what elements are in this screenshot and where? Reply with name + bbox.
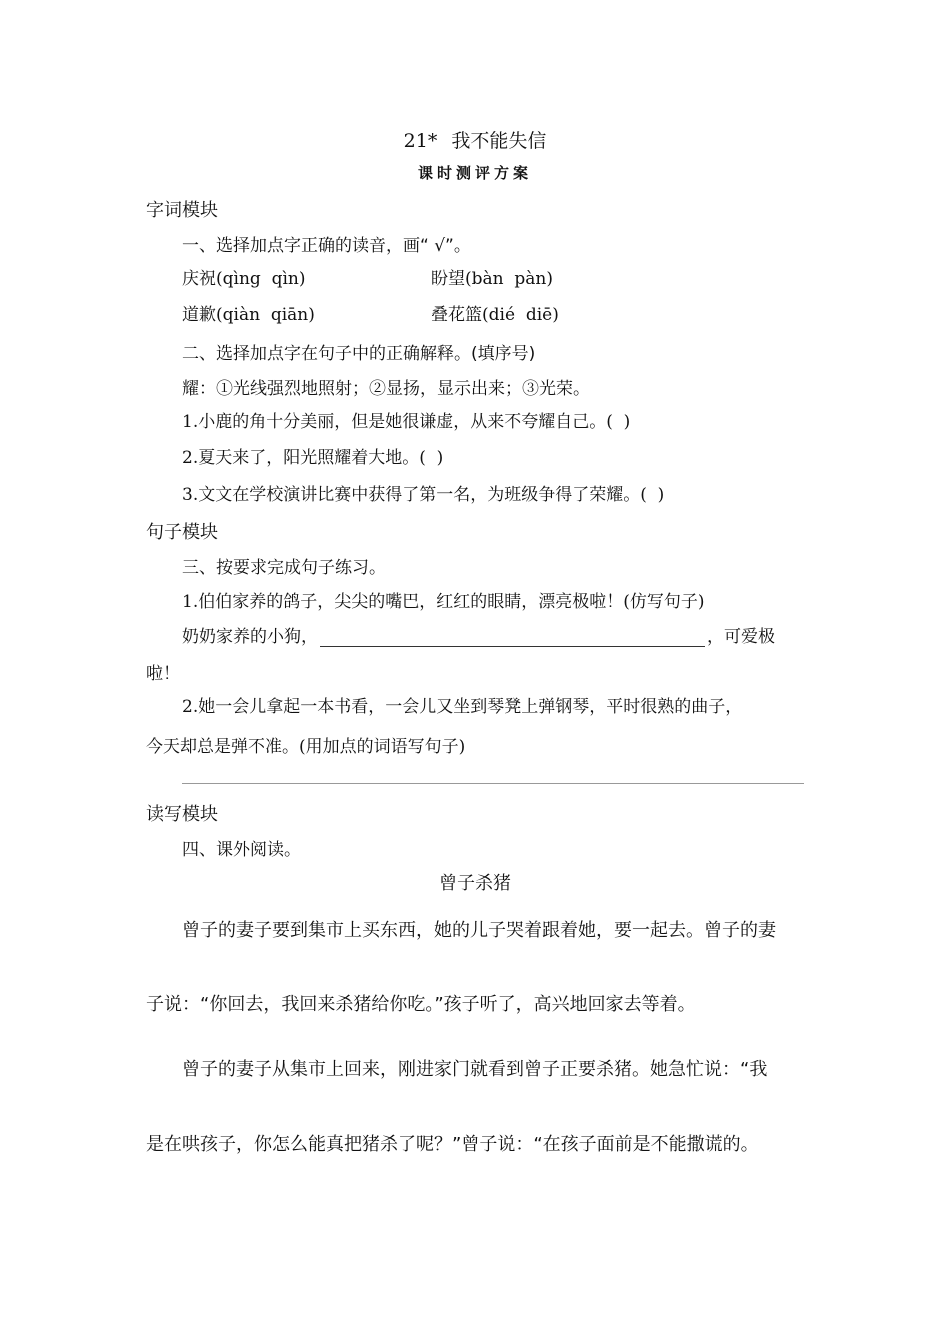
story-line: 曾子的妻子要到集市上买东西，她的儿子哭着跟着她，要一起去。曾子的妻 — [182, 920, 776, 941]
pinyin-item: 庆祝(qìng qìn) — [182, 269, 306, 289]
story-line: 子说：“你回去，我回来杀猪给你吃。”孩子听了，高兴地回家去等着。 — [146, 994, 696, 1015]
lesson-title: 我不能失信 — [451, 130, 547, 152]
question-2-title: 二、选择加点字在句子中的正确解释。(填序号) — [182, 344, 536, 364]
answer-blank[interactable] — [320, 628, 705, 647]
imitation-line: 奶奶家养的小狗， ，可爱极 — [182, 627, 775, 647]
module-heading-reading: 读写模块 — [146, 804, 218, 825]
question-2-item: 2.夏天来了，阳光照耀着大地。( ) — [182, 448, 444, 468]
module-heading-words: 字词模块 — [146, 200, 218, 221]
page-subtitle: 课时测评方案 — [417, 164, 532, 182]
question-4-title: 四、课外阅读。 — [182, 840, 301, 860]
page-title — [0, 126, 950, 153]
question-3-item-1: 1.伯伯家养的鸽子，尖尖的嘴巴，红红的眼睛，漂亮极啦！(仿写句子) — [182, 592, 705, 612]
definition-text: 耀：①光线强烈地照射；②显扬，显示出来；③光荣。 — [182, 379, 590, 399]
lesson-number: 21* — [403, 130, 438, 152]
story-title: 曾子杀猪 — [439, 873, 511, 894]
question-3-item-2-wrap: 今天却总是弹不准。(用加点的词语写句子) — [146, 737, 466, 757]
story-line: 是在哄孩子，你怎么能真把猪杀了呢？”曾子说：“在孩子面前是不能撒谎的。 — [146, 1134, 759, 1155]
pinyin-item: 叠花篮(dié diē) — [431, 305, 559, 325]
module-heading-sentences: 句子模块 — [146, 522, 218, 543]
imitation-line-wrap: 啦！ — [146, 664, 180, 684]
question-2-item: 3.文文在学校演讲比赛中获得了第一名，为班级争得了荣耀。( ) — [182, 485, 665, 505]
question-3-title: 三、按要求完成句子练习。 — [182, 558, 386, 578]
pinyin-item: 道歉(qiàn qiān) — [182, 305, 315, 325]
answer-line[interactable] — [182, 783, 804, 784]
question-1-title: 一、选择加点字正确的读音，画“ √”。 — [182, 236, 471, 256]
question-2-item: 1.小鹿的角十分美丽，但是她很谦虚，从来不夸耀自己。( ) — [182, 412, 631, 432]
pinyin-item: 盼望(bàn pàn) — [431, 269, 554, 289]
story-line: 曾子的妻子从集市上回来，刚进家门就看到曾子正要杀猪。她急忙说：“我 — [182, 1059, 768, 1080]
question-3-item-2: 2.她一会儿拿起一本书看，一会儿又坐到琴凳上弹钢琴，平时很熟的曲子， — [182, 697, 743, 717]
